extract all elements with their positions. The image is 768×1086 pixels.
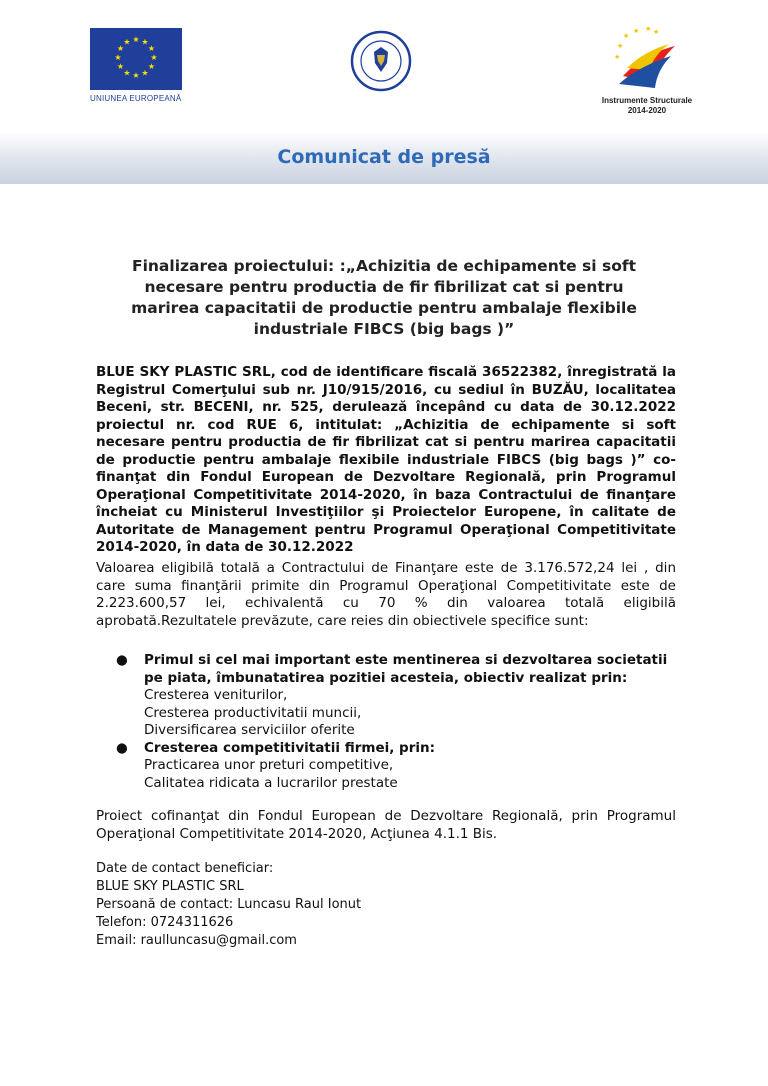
contact-company: BLUE SKY PLASTIC SRL <box>96 879 244 894</box>
eu-logo <box>90 28 182 103</box>
contact-phone: Telefon: 0724311626 <box>96 915 234 930</box>
banner-title: Comunicat de presă <box>277 146 491 168</box>
svg-text:★: ★ <box>147 44 156 53</box>
list-item <box>116 652 676 740</box>
svg-text:★: ★ <box>633 27 640 35</box>
bullet-heading: Cresterea competitivitatii firmei, prin: <box>144 739 436 756</box>
contact-heading: Date de contact beneficiar: <box>96 861 274 876</box>
sub-item: Diversificarea serviciilor oferite <box>144 722 355 738</box>
svg-text:★: ★ <box>614 53 621 61</box>
contact-person: Persoană de contact: Luncasu Raul Ionut <box>96 897 362 912</box>
title-line: industriale FIBCS (big bags )” <box>253 320 515 338</box>
bullet-icon: ● <box>116 652 128 668</box>
government-seal-icon <box>350 30 412 92</box>
instrumente-structurale-logo <box>592 26 702 116</box>
bullet-icon: ● <box>116 739 128 756</box>
document-title <box>96 256 672 340</box>
list-item <box>116 740 676 793</box>
contact-block <box>96 860 596 950</box>
svg-text:★: ★ <box>116 62 125 71</box>
svg-text:★: ★ <box>114 53 122 62</box>
title-line: necesare pentru productia de fir fibrilizat cat si pentru <box>144 278 624 296</box>
is-caption-line2: 2014-2020 <box>627 106 667 115</box>
svg-text:★: ★ <box>653 28 660 36</box>
sub-item: Practicarea unor preturi competitive, <box>144 757 394 773</box>
svg-text:★: ★ <box>617 42 624 50</box>
svg-text:★: ★ <box>141 68 149 78</box>
eu-flag-icon <box>90 28 182 90</box>
project-description-paragraph: BLUE SKY PLASTIC SRL, cod de identificare fiscală 36522382, înregistrată la Registrul Comerţului sub nr. J10/915/2016, cu sediul în BUZĂU, localitatea Beceni, str. BECENI, nr. 525, derulează începând cu data de 30.12.2022 proiectul nr. cod RUE 6, intitulat: „Achizitia de echipamente si soft necesare pentru productia de fir fibrilizat cat si pentru marirea capacitatii de productie pentru ambalaje flexibile industriale FIBCS (big bags )” co-finanţat din Fondul European de Dezvoltare Regională, prin Programul Operaţional Competitivitate 2014-2020, în baza Contractului de finanţare încheiat cu Ministerul Investiţiilor şi Proiectelor Europene, în calitate de Autoritate de Management pentru Programul Operaţional Competitivitate 2014-2020, în data de 30.12.2022 <box>96 364 676 555</box>
bullet-heading: Primul si cel mai important este mentinerea si dezvoltarea societatii pe piata, îmbunatatirea pozitiei acesteia, obiectiv realizat prin: <box>144 652 668 686</box>
svg-text:★: ★ <box>147 62 156 71</box>
objectives-list <box>116 652 676 792</box>
sub-item: Cresterea veniturilor, <box>144 687 288 703</box>
svg-text:★: ★ <box>123 37 131 47</box>
instrumente-structurale-icon <box>609 26 685 92</box>
is-caption-line1: Instrumente Structurale <box>601 96 693 105</box>
sub-item: Cresterea productivitatii muncii, <box>144 704 362 721</box>
eu-caption: UNIUNEA EUROPEANĂ <box>90 94 182 103</box>
sub-item: Calitatea ridicata a lucrarilor prestate <box>144 774 398 791</box>
contact-email: Email: raulluncasu@gmail.com <box>96 933 297 948</box>
cofinancing-paragraph: Proiect cofinanţat din Fondul European de Dezvoltare Regională, prin Programul Operaţional Competitivitate 2014-2020, Acţiunea 4.1.1 Bis. <box>96 808 676 842</box>
svg-text:★: ★ <box>132 71 140 80</box>
svg-text:★: ★ <box>123 68 131 78</box>
svg-text:★: ★ <box>141 37 149 47</box>
svg-text:★: ★ <box>623 32 630 40</box>
svg-text:★: ★ <box>116 44 125 53</box>
svg-text:★: ★ <box>150 53 158 62</box>
funding-value-paragraph: Valoarea eligibilă totală a Contractului de Finanţare este de 3.176.572,24 lei , din care suma finanţării primite din Programul Operaţional Competitivitate este de 2.223.600,57 lei, echivalentă cu 70 % din valoarea totală eligibilă aprobată.Rezultatele prevăzute, care reies din obiectivele specifice sunt: <box>96 560 676 629</box>
title-line: marirea capacitatii de productie pentru ambalaje flexibile <box>131 299 637 317</box>
svg-text:★: ★ <box>645 26 652 33</box>
svg-text:★: ★ <box>132 35 140 44</box>
title-line: Finalizarea proiectului: :„Achizitia de echipamente si soft <box>131 257 637 275</box>
